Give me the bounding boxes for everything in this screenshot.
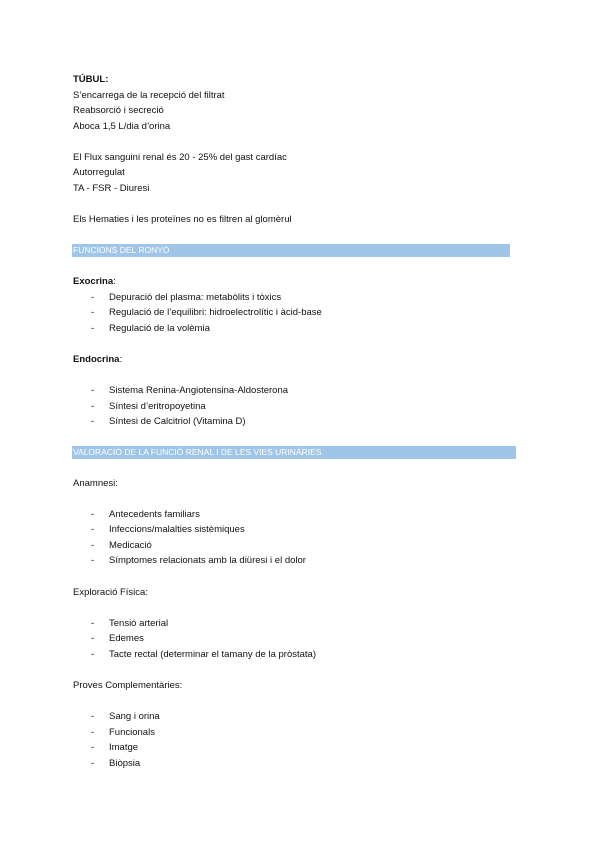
list-bullet: - [91, 618, 95, 629]
list-item: Síntesi de Calcitriol (Vitamina D) [109, 416, 246, 427]
list-bullet: - [91, 727, 95, 738]
exocrina-heading-colon: : [113, 276, 116, 287]
list-item: Biòpsia [109, 758, 141, 769]
flux-line-1: El Flux sanguini renal és 20 - 25% del gast cardíac [73, 152, 287, 163]
list-bullet: - [91, 385, 95, 396]
list-item: Antecedents familiars [109, 509, 200, 520]
endocrina-heading-colon: : [119, 354, 123, 365]
list-bullet: - [91, 649, 95, 660]
list-item: Sistema Renina-Angiotensina-Aldosterona [109, 385, 289, 396]
list-bullet: - [91, 416, 95, 427]
list-item: Síntesi d’eritropoyetina [109, 401, 206, 412]
list-bullet: - [91, 524, 95, 535]
list-item: Regulació de la volèmia [109, 323, 210, 334]
list-item: Tensió arterial [109, 618, 169, 629]
list-item: Edemes [109, 633, 144, 644]
list-bullet: - [91, 742, 95, 753]
exocrina-heading [73, 276, 116, 288]
list-item: Depuració del plasma: metabòlits i tòxics [109, 292, 282, 303]
section-band-valoracio: VALORACIÓ DE LA FUNCIÓ RENAL I DE LES VIES URINÀRIES [72, 446, 516, 459]
endocrina-heading [73, 354, 122, 366]
list-bullet: - [91, 509, 95, 520]
list-item: Medicació [109, 540, 152, 551]
list-bullet: - [91, 401, 95, 412]
list-item: Regulació de l’equilibri: hidroelectrolític i àcid-base [109, 307, 322, 318]
section-band-funcions: FUNCIONS DEL RONYÓ [72, 244, 510, 257]
list-bullet: - [91, 711, 95, 722]
flux-line-3: TA - FSR - Diuresi [73, 183, 150, 194]
list-bullet: - [91, 555, 95, 566]
hematies-line: Els Hematies i les proteïnes no es filtren al glomèrul [73, 214, 292, 225]
list-bullet: - [91, 633, 95, 644]
list-item: Símptomes relacionats amb la diüresi i el dolor [109, 555, 306, 566]
list-item: Sang i orina [109, 711, 160, 722]
exocrina-heading-label: Exocrina [73, 276, 114, 287]
exploracio-heading: Exploració Física: [73, 587, 148, 598]
flux-line-2: Autorregulat [73, 167, 125, 178]
list-bullet: - [91, 323, 95, 334]
list-item: Tacte rectal (determinar el tamany de la pròstata) [109, 649, 316, 660]
endocrina-heading-label: Endocrina [73, 354, 120, 365]
tubul-line-1: S’encarrega de la recepció del filtrat [73, 90, 225, 101]
tubul-line-2: Reabsorció i secreció [73, 105, 164, 116]
tubul-heading: TÚBUL: [73, 74, 109, 85]
proves-heading: Proves Complementàries: [73, 680, 183, 691]
list-bullet: - [91, 540, 95, 551]
list-item: Imatge [109, 742, 139, 753]
anamnesi-heading: Anamnesi: [73, 478, 118, 489]
list-bullet: - [91, 307, 95, 318]
list-item: Funcionals [109, 727, 155, 738]
list-bullet: - [91, 292, 95, 303]
tubul-line-3: Aboca 1,5 L/dia d’orina [73, 121, 171, 132]
list-item: Infeccions/malalties sistèmiques [109, 524, 245, 535]
list-bullet: - [91, 758, 95, 769]
